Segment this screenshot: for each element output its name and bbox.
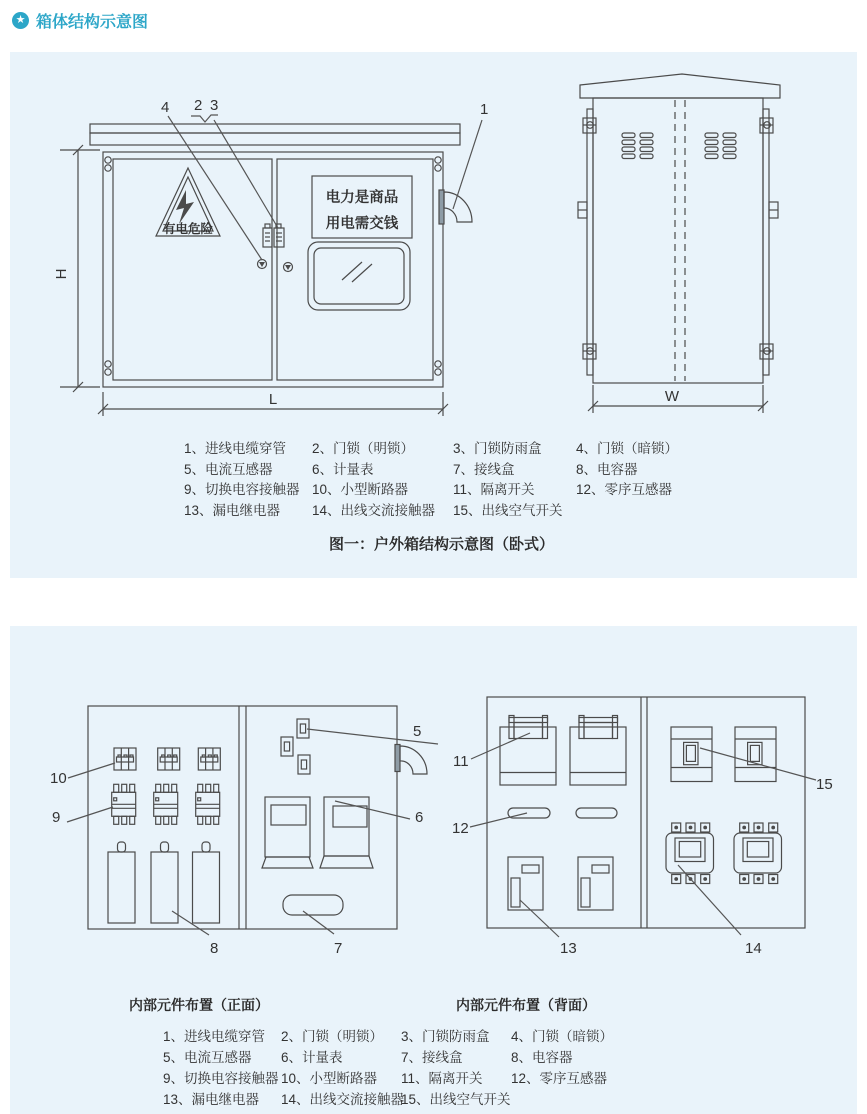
roof <box>90 124 460 145</box>
legend-item: 4、门锁（暗锁） <box>576 441 679 456</box>
section-header <box>12 9 148 32</box>
cabinet-back-view <box>578 74 780 413</box>
current-transformer-icons <box>281 719 310 774</box>
side-latch-tabs <box>578 202 778 218</box>
legend-item: 6、计量表 <box>281 1050 343 1065</box>
dimension-H <box>53 145 100 392</box>
legend-item: 6、计量表 <box>312 461 374 477</box>
ac-contactor-icons <box>666 823 782 884</box>
legend-item: 3、门锁防雨盒 <box>453 441 542 456</box>
legend-item: 10、小型断路器 <box>281 1071 378 1086</box>
notice-line-2: 用电需交钱 <box>325 216 399 232</box>
legend-item: 5、电流互感器 <box>184 461 273 477</box>
callout-leaders-front-layout <box>67 729 438 935</box>
figure1-legend <box>184 439 678 521</box>
callout-9: 9 <box>52 809 61 826</box>
cabinet-front-view <box>53 97 488 416</box>
legend-item: 9、切换电容接触器 <box>163 1071 279 1086</box>
hazard-label: 有电危险 <box>162 222 214 236</box>
cable-duct <box>395 745 427 775</box>
callout-10: 10 <box>50 770 67 787</box>
hidden-lock-icons <box>258 260 293 272</box>
legend-item: 3、门锁防雨盒 <box>401 1029 490 1044</box>
legend-item: 9、切换电容接触器 <box>184 482 300 497</box>
legend-item: 2、门锁（明锁） <box>312 441 415 456</box>
figure1-drawing <box>10 52 857 436</box>
legend-item: 7、接线盒 <box>453 461 515 477</box>
zero-sequence-slot-icons <box>508 808 617 818</box>
energy-meter-icons <box>262 797 373 868</box>
callout-5: 5 <box>413 723 422 740</box>
legend-item: 2、门锁（明锁） <box>281 1029 384 1044</box>
mini-breaker-icons <box>114 748 220 770</box>
back-enclosure <box>487 697 805 928</box>
cabinet-body <box>103 152 443 387</box>
legend-item: 10、小型断路器 <box>312 482 409 497</box>
callout-leaders-back-layout <box>470 733 816 937</box>
legend-item: 1、进线电缆穿管 <box>184 441 287 456</box>
junction-box-icon <box>283 895 343 915</box>
cabinet-back-body <box>593 98 763 383</box>
callout-11: 11 <box>453 753 469 770</box>
figure2-panel <box>10 626 857 1114</box>
section-bullet-icon: ★ <box>12 12 29 29</box>
callout-7: 7 <box>334 940 343 957</box>
figure1-caption: 图一：户外箱结构示意图（卧式） <box>328 536 554 553</box>
legend-item: 15、出线空气开关 <box>453 502 563 518</box>
door-lock-hardware <box>263 224 284 247</box>
notice-plate <box>312 176 412 238</box>
dim-w-label: W <box>664 388 680 405</box>
legend-item: 15、出线空气开关 <box>401 1092 511 1107</box>
callout-12: 12 <box>452 820 469 837</box>
isolator-switch-icons <box>500 716 626 786</box>
legend-item: 4、门锁（暗锁） <box>511 1029 614 1044</box>
callout-15: 15 <box>816 776 833 793</box>
legend-item: 1、进线电缆穿管 <box>163 1029 266 1044</box>
meter-window <box>308 242 410 310</box>
callout-2: 2 <box>194 97 203 114</box>
legend-item: 12、零序互感器 <box>576 482 673 497</box>
dimension-W <box>588 385 768 413</box>
legend-item: 8、电容器 <box>511 1050 573 1065</box>
legend-item: 12、零序互感器 <box>511 1071 608 1086</box>
legend-item: 11、隔离开关 <box>453 482 535 497</box>
legend-item: 11、隔离开关 <box>401 1071 483 1086</box>
figure2-front-caption: 内部元件布置（正面） <box>129 997 269 1013</box>
figure2-legend <box>163 1026 613 1110</box>
internal-layout-front <box>50 706 438 957</box>
lightning-bolt-icon <box>176 190 194 224</box>
legend-item: 5、电流互感器 <box>163 1050 252 1065</box>
dimension-L <box>98 391 448 416</box>
callout-6: 6 <box>415 809 424 826</box>
center-seam-dashed <box>675 100 685 381</box>
callout-8: 8 <box>210 940 219 957</box>
corner-bolt-brackets <box>583 118 773 359</box>
callout-14: 14 <box>745 940 762 957</box>
figure2-back-caption: 内部元件布置（背面） <box>456 997 596 1013</box>
legend-item: 8、电容器 <box>576 461 638 477</box>
left-door <box>113 159 272 380</box>
internal-layout-back <box>452 697 833 957</box>
legend-item: 13、漏电继电器 <box>163 1092 260 1107</box>
legend-item: 13、漏电继电器 <box>184 502 281 518</box>
electric-hazard-sign <box>156 168 220 236</box>
peaked-roof <box>580 74 780 98</box>
callout-1: 1 <box>480 101 489 118</box>
callout-4: 4 <box>161 99 170 116</box>
dim-l-label: L <box>268 391 278 408</box>
right-rail <box>763 109 769 375</box>
callout-3: 3 <box>210 97 219 114</box>
vent-grilles <box>622 133 736 159</box>
cable-duct <box>439 190 472 224</box>
page-title: 箱体结构示意图 <box>36 14 149 31</box>
dim-h-label: H <box>53 268 70 280</box>
leakage-relay-icons <box>508 857 613 910</box>
legend-item: 14、出线交流接触器 <box>281 1092 405 1107</box>
legend-item: 7、接线盒 <box>401 1050 463 1065</box>
capacitor-contactor-icons <box>112 784 220 824</box>
figure2-drawing <box>10 626 857 986</box>
legend-item: 14、出线交流接触器 <box>312 502 436 518</box>
figure1-panel <box>10 52 857 578</box>
notice-line-1: 电力是商品 <box>325 190 399 206</box>
left-rail <box>587 109 593 375</box>
capacitor-icons <box>108 842 220 923</box>
callout-13: 13 <box>560 940 577 957</box>
